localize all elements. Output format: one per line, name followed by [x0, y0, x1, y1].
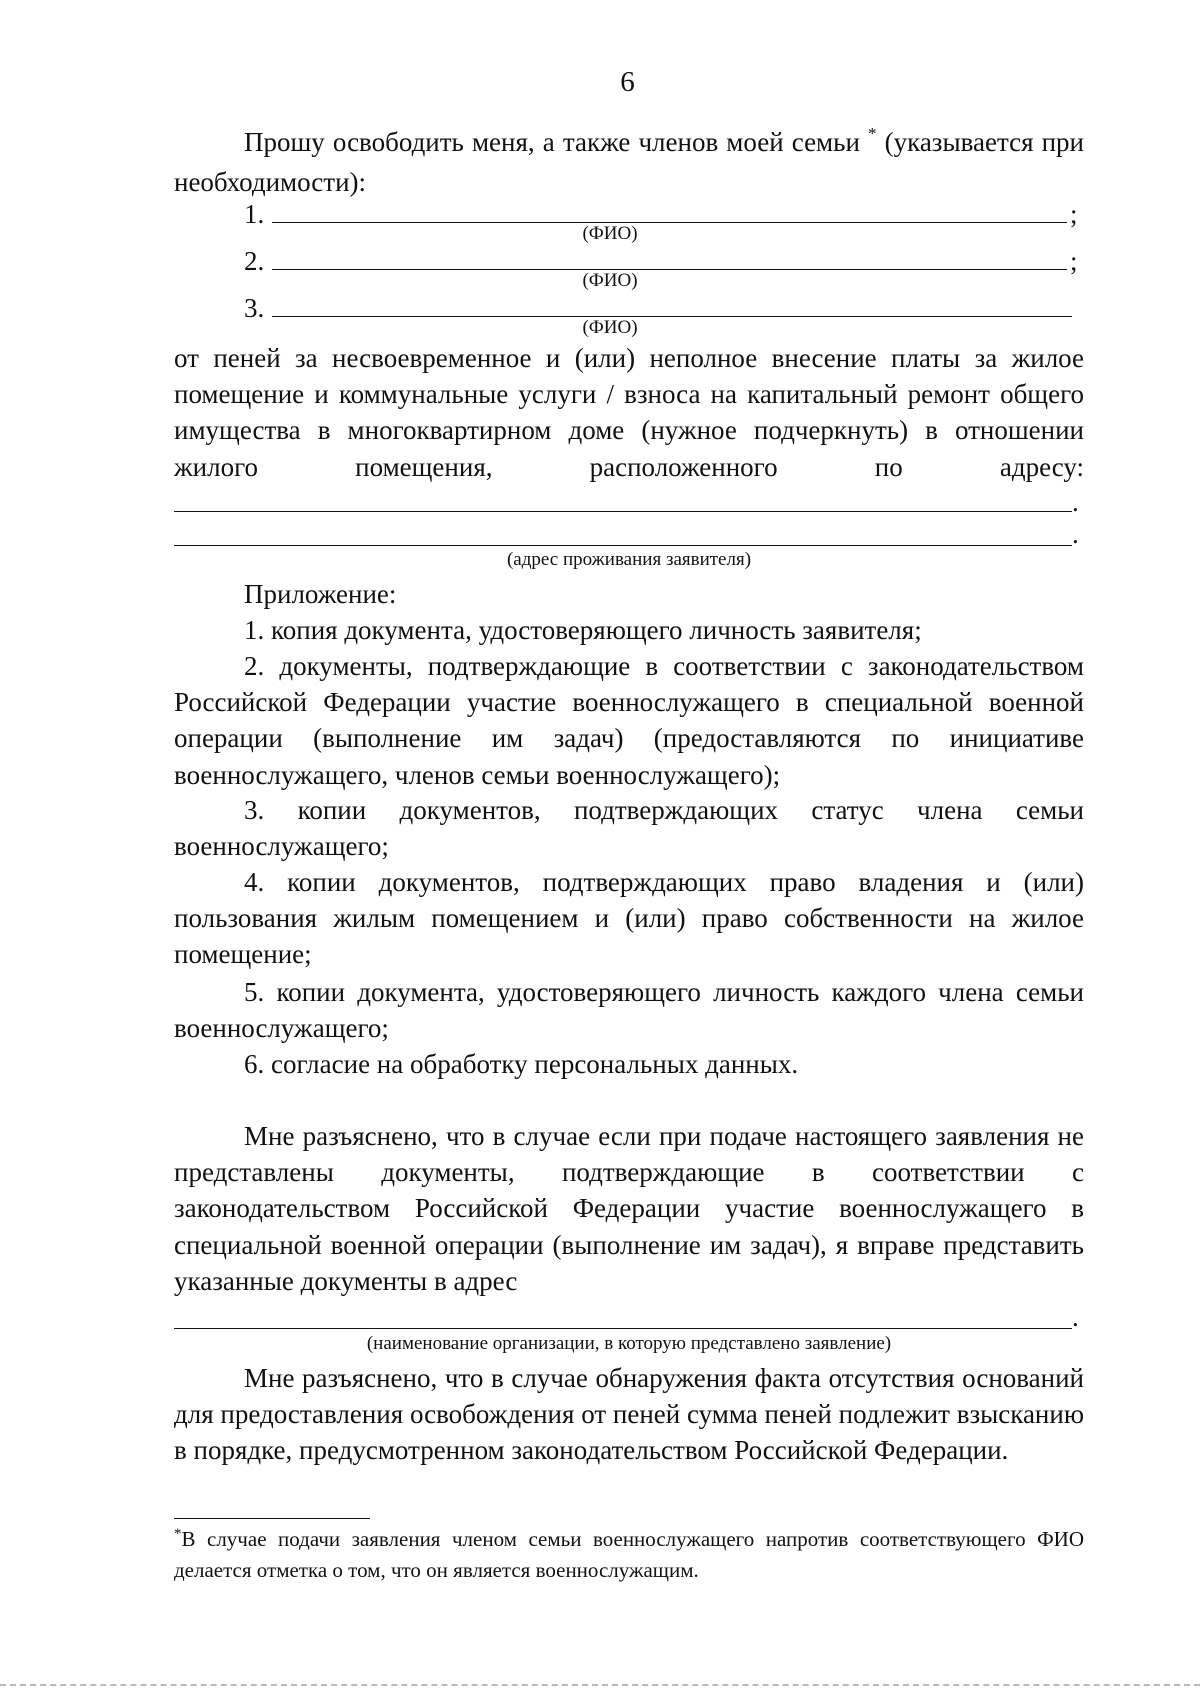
- family-line-1-field[interactable]: [272, 222, 1067, 223]
- footnote-reference: *: [868, 124, 877, 143]
- family-line-1-caption: (ФИО): [582, 223, 638, 244]
- address-line-1[interactable]: [174, 511, 1072, 512]
- attachment-item-1: 1. копия документа, удостоверяющего личность заявителя;: [244, 615, 922, 645]
- organization-line-end: .: [1072, 1302, 1079, 1332]
- scan-edge-divider: [0, 1684, 1200, 1686]
- explanation-paragraph-1: Мне разъяснено, что в случае если при подаче настоящего заявления не представлены документы, подтверждающие в соответствии с законодательством Российской Федерации участие военнослужащего в специальной военной операции (выполнение им задач), я вправе представить указанные документы в адрес: [174, 1121, 1084, 1296]
- address-line-2-end: .: [1072, 519, 1079, 549]
- request-paragraph: [174, 124, 1084, 200]
- request-text: Прошу освободить меня, а также членов моей семьи: [244, 127, 860, 157]
- footnote: [174, 1525, 1084, 1584]
- family-line-3-number: 3.: [244, 293, 265, 323]
- address-line-1-end: .: [1072, 487, 1079, 517]
- family-line-2-end: ;: [1070, 246, 1078, 276]
- attachment-item-3: 3. копии документов, подтверждающих статус члена семьи военнослужащего;: [174, 795, 1084, 862]
- family-line-2-caption: (ФИО): [582, 270, 638, 291]
- footnote-mark: *: [174, 1526, 182, 1542]
- organization-caption: (наименование организации, в которую представлено заявление): [366, 1333, 892, 1354]
- footnote-text: В случае подачи заявления членом семьи военнослужащего напротив соответствующего ФИО делается отметка о том, что он является военнослужащим.: [174, 1527, 1084, 1582]
- footnote-separator: [174, 1518, 370, 1519]
- family-line-3-caption: (ФИО): [582, 317, 638, 338]
- family-line-3-field[interactable]: [272, 316, 1072, 317]
- family-line-2-field[interactable]: [272, 269, 1067, 270]
- organization-line[interactable]: [174, 1328, 1072, 1329]
- page-number: 6: [620, 66, 635, 98]
- family-line-1-number: 1.: [244, 199, 265, 229]
- address-line-2[interactable]: [174, 545, 1072, 546]
- attachment-item-2: 2. документы, подтверждающие в соответствии с законодательством Российской Федерации участие военнослужащего в специальной военной операции (выполнение им задач) (предоставляются по инициативе военнослужащего, членов семьи военнослужащего);: [174, 651, 1084, 790]
- attachment-item-5: 5. копии документа, удостоверяющего личность каждого члена семьи военнослужащего;: [174, 977, 1084, 1044]
- attachment-item-4: 4. копии документов, подтверждающих право владения и (или) пользования жилым помещением и (или) право собственности на жилое помещение;: [174, 867, 1084, 970]
- request-text-after: (указывается при необходимости):: [174, 127, 1085, 198]
- address-caption: (адрес проживания заявителя): [506, 549, 752, 570]
- family-line-1-end: ;: [1070, 199, 1078, 229]
- explanation-paragraph-2: Мне разъяснено, что в случае обнаружения факта отсутствия оснований для предоставления освобождения от пеней сумма пеней подлежит взысканию в порядке, предусмотренном законодательством Российской Федерации.: [174, 1363, 1084, 1466]
- penalties-paragraph: от пеней за несвоевременное и (или) неполное внесение платы за жилое помещение и коммунальные услуги / взноса на капитальный ремонт общего имущества в многоквартирном доме (нужное подчеркнуть) в отношении жилого помещения, расположенного по адресу:: [174, 343, 1084, 482]
- attachments-heading: Приложение:: [244, 579, 397, 609]
- attachment-item-6: 6. согласие на обработку персональных данных.: [244, 1049, 799, 1079]
- family-line-2-number: 2.: [244, 246, 265, 276]
